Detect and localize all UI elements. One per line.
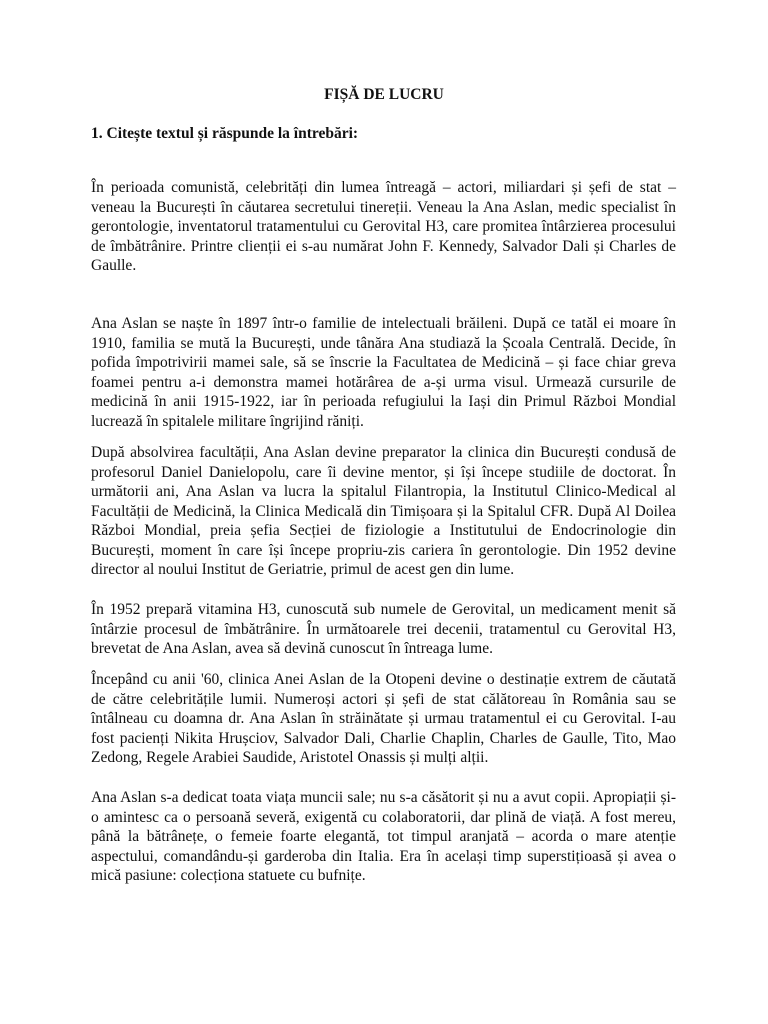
document-title: FIȘĂ DE LUCRU [324,86,444,103]
paragraph-gerovital: În 1952 prepară vitamina H3, cunoscută sub numele de Gerovital, un medicament menit să întârzie procesul de îmbătrânire. În următoarele trei decenii, tratamentul cu Gerovital H3, brevetat de Ana Aslan, avea să devină cunoscut în întreaga lume. [91,601,676,657]
paragraph-career: După absolvirea facultății, Ana Aslan devine preparator la clinica din București condusă de profesorul Daniel Danielopolu, care îi devine mentor, și își începe studiile de doctorat. În următorii ani, Ana Aslan va lucra la spitalul Filantropia, la Institutul Clinico-Medical al Facultății de Medicină, la Clinica Medicală din Timișoara și la Spitalul CFR. După Al Doilea Război Mondial, preia șefia Secției de fiziologie a Institutului de Endocrinologie din București, moment în care își începe propriu-zis cariera în gerontologie. Din 1952 devine director al noului Institut de Geriatrie, primul de acest gen din lume. [91,444,676,578]
exercise-instruction: 1. Citește textul și răspunde la întrebări: [91,125,359,142]
paragraph-early-life: Ana Aslan se naște în 1897 într-o familie de intelectuali brăileni. După ce tatăl ei moare în 1910, familia se mută la București, unde tânăra Ana studiază la Școala Centrală. Decide, în pofida împotrivirii mamei sale, să se înscrie la Facultatea de Medicină – și face chiar greva foamei pentru a-i demonstra mamei hotărârea de a-și urma visul. Urmează cursurile de medicină în anii 1915-1922, iar în perioada refugiului la Iași din Primul Război Mondial lucrează în spitalele militare îngrijind răniți. [91,315,676,430]
paragraph-celebrity-patients: Începând cu anii '60, clinica Anei Aslan de la Otopeni devine o destinație extrem de căutată de către celebritățile lumii. Numeroși actori și șefi de stat călătoreau în România sau se întâlneau cu doamna dr. Ana Aslan în străinătate și urmau tratamentul ei cu Gerovital. I-au fost pacienți Nikita Hrușciov, Salvador Dali, Charlie Chaplin, Charles de Gaulle, Tito, Mao Zedong, Regele Arabiei Saudide, Aristotel Onassis și mulți alții. [91,671,676,766]
paragraph-personal-life: Ana Aslan s-a dedicat toata viața muncii sale; nu s-a căsătorit și nu a avut copii. Apropiații și-o amintesc ca o persoană severă, exigentă cu colaboratorii, dar plină de viață. A fost mereu, până la bătrânețe, o femeie foarte elegantă, tot timpul aranjată – acorda o mare atenție aspectului, comandându-și garderoba din Italia. Era în același timp superstițioasă și avea o mică pasiune: colecționa statuete cu bufnițe. [91,789,676,884]
paragraph-intro: În perioada comunistă, celebrități din lumea întreagă – actori, miliardari și șefi de stat – veneau la București în căutarea secretului tinereții. Veneau la Ana Aslan, medic specialist în gerontologie, inventatorul tratamentului cu Gerovital H3, care promitea întârzierea procesului de îmbătrânire. Printre clienții ei s-au numărat John F. Kennedy, Salvador Dali și Charles de Gaulle. [91,179,676,274]
